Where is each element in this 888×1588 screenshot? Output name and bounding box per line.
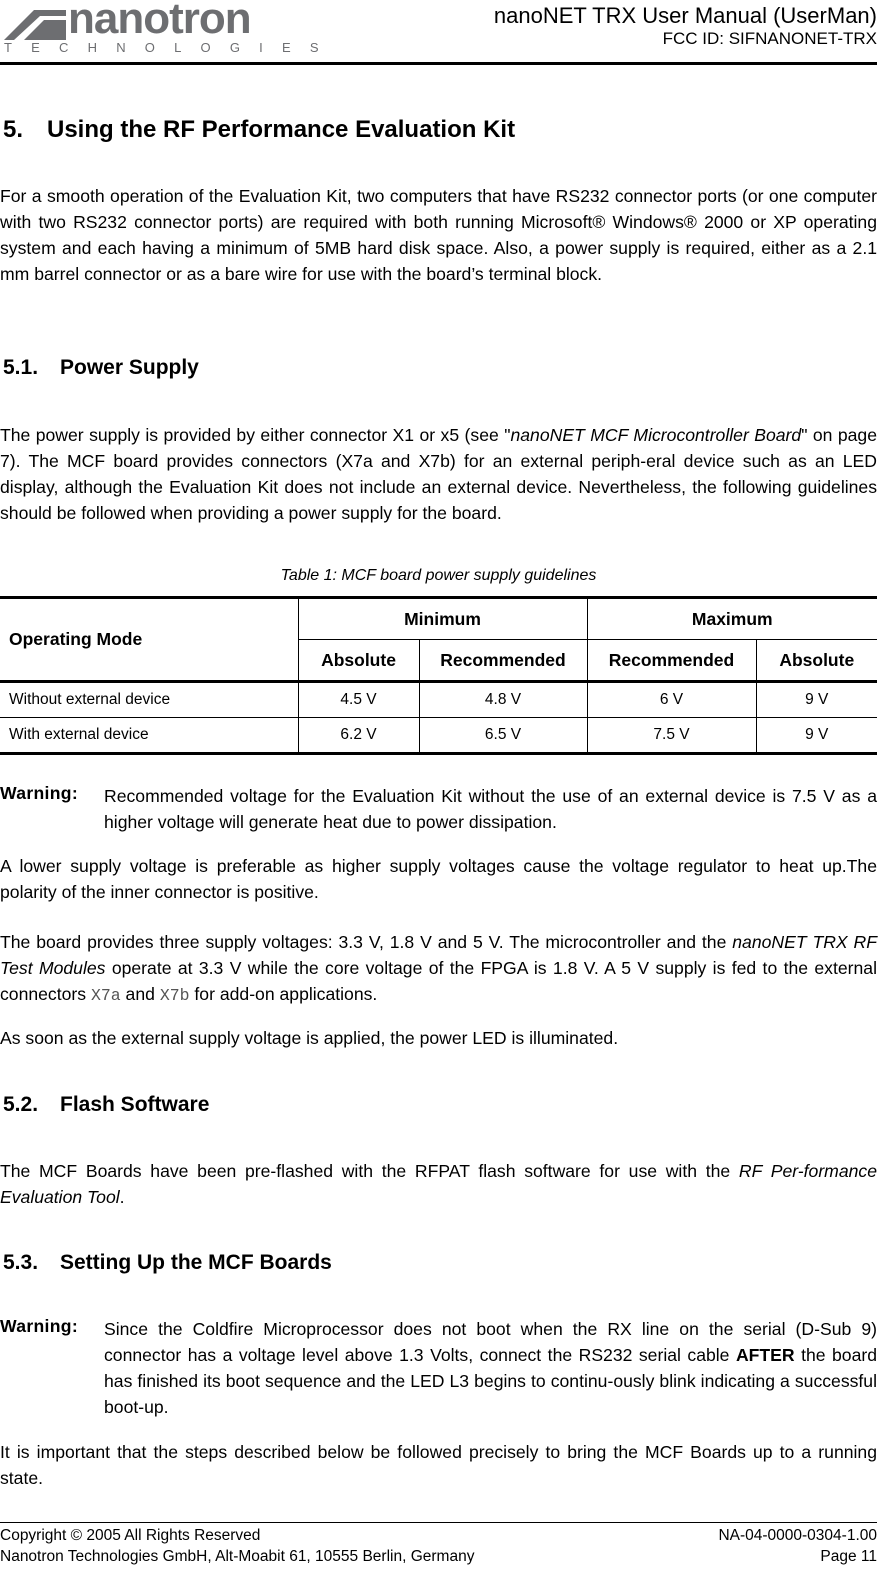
cell-rec-min: 4.8 V <box>419 682 587 718</box>
warning-text: Recommended voltage for the Evaluation Kit without the use of an external device is 7.5 V as a higher voltage will generate heat due to power dissipation. <box>104 786 877 832</box>
warning-label: Warning: <box>0 1316 78 1336</box>
table-header-row <box>0 598 877 640</box>
warning-text: Since the Coldfire Microprocessor does not boot when the RX line on the serial (D-Sub 9) connector has a voltage level above 1.3 Volts, connect the RS232 serial cable AFTER the board has finished its boot sequence and the LED L3 begins to continu-ously blink indicating a successful boot-up. <box>104 1319 878 1417</box>
power-supply-paragraph: The power supply is provided by either connector X1 or x5 (see "nanoNET MCF Microcontroller Board" on page 7). The MCF board provides connectors (X7a and X7b) for an external periph-eral device such as an LED display, although the Evaluation Kit does not include an external device. Nevertheless, the following guidelines should be followed when providing a power supply for the board. <box>0 425 877 523</box>
cell-abs-min: 6.2 V <box>298 718 419 754</box>
header-rule <box>0 62 877 65</box>
section-title: Flash Software <box>60 1093 210 1116</box>
col-min-recommended: Recommended <box>419 640 587 682</box>
supply-voltages-paragraph: The board provides three supply voltages: 3.3 V, 1.8 V and 5 V. The microcontroller and the nanoNET TRX RF Test Modules operate at 3.3 V while the core voltage of the FPGA is 1.8 V. A 5 V supply is fed to the external connectors X7a and X7b for add-on applications. <box>0 932 877 1005</box>
power-supply-table <box>0 596 877 755</box>
logo-tagline: TECHNOLOGIES <box>4 40 338 55</box>
cell-mode: With external device <box>0 718 298 754</box>
col-max-absolute: Absolute <box>756 640 877 682</box>
flash-software-paragraph: The MCF Boards have been pre-flashed with the RFPAT flash software for use with the RF Per-formance Evaluation Tool. <box>0 1161 877 1207</box>
section-5-3-heading <box>3 1251 332 1275</box>
section-number: 5.3. <box>3 1251 39 1274</box>
section-5-1-heading <box>3 356 199 380</box>
col-max-recommended: Recommended <box>587 640 756 682</box>
cell-rec-max: 7.5 V <box>587 718 756 754</box>
section-title: Setting Up the MCF Boards <box>60 1251 332 1274</box>
cell-abs-min: 4.5 V <box>298 682 419 718</box>
logo-wordmark: nanotron <box>68 0 251 43</box>
power-led-paragraph: As soon as the external supply voltage is applied, the power LED is illuminated. <box>0 1028 619 1048</box>
steps-paragraph: It is important that the steps described below be followed precisely to bring the MCF Boards up to a running state. <box>0 1442 877 1488</box>
section-number: 5. <box>3 116 24 143</box>
section-5-2-heading <box>3 1093 209 1117</box>
footer-address: Nanotron Technologies GmbH, Alt-Moabit 61, 10555 Berlin, Germany <box>0 1548 475 1565</box>
section-number: 5.1. <box>3 356 39 379</box>
col-group-maximum: Maximum <box>587 598 877 640</box>
col-min-absolute: Absolute <box>298 640 419 682</box>
cell-mode: Without external device <box>0 682 298 718</box>
intro-paragraph: For a smooth operation of the Evaluation Kit, two computers that have RS232 connector ports (or one computer with two RS232 connector ports) are required with both running Microsoft® Windows® 2000 or XP operating system and each having a minimum of 5MB hard disk space. Also, a power supply is required, either as a 2.1 mm barrel connector or as a bare wire for use with the board’s terminal block. <box>0 186 877 284</box>
table-row <box>0 718 877 754</box>
logo-swoosh-icon <box>4 6 66 40</box>
section-number: 5.2. <box>3 1093 39 1116</box>
footer-copyright: Copyright © 2005 All Rights Reserved <box>0 1527 261 1544</box>
cell-rec-max: 6 V <box>587 682 756 718</box>
section-title: Using the RF Performance Evaluation Kit <box>47 116 516 143</box>
table-caption: Table 1: MCF board power supply guidelines <box>280 567 597 584</box>
footer-page-number: Page 11 <box>820 1548 877 1565</box>
footer-doc-number: NA-04-0000-0304-1.00 <box>718 1527 877 1544</box>
col-group-minimum: Minimum <box>298 598 587 640</box>
table-row <box>0 682 877 718</box>
connector-code: X7a <box>90 986 121 1005</box>
footer-rule <box>0 1522 877 1523</box>
fcc-id: FCC ID: SIFNANONET-TRX <box>662 29 877 48</box>
col-operating-mode: Operating Mode <box>0 598 298 682</box>
cell-abs-max: 9 V <box>756 718 877 754</box>
connector-code: X7b <box>159 986 190 1005</box>
cell-rec-min: 6.5 V <box>419 718 587 754</box>
section-5-heading <box>3 116 515 144</box>
voltage-paragraph: A lower supply voltage is preferable as higher supply voltages cause the voltage regulator to heat up.The polarity of the inner connector is positive. <box>0 856 877 902</box>
company-logo <box>4 0 344 60</box>
section-title: Power Supply <box>60 356 199 379</box>
warning-label: Warning: <box>0 783 78 803</box>
cell-abs-max: 9 V <box>756 682 877 718</box>
cross-reference: nanoNET MCF Microcontroller Board <box>510 425 802 445</box>
manual-title: nanoNET TRX User Manual (UserMan) <box>493 3 877 28</box>
